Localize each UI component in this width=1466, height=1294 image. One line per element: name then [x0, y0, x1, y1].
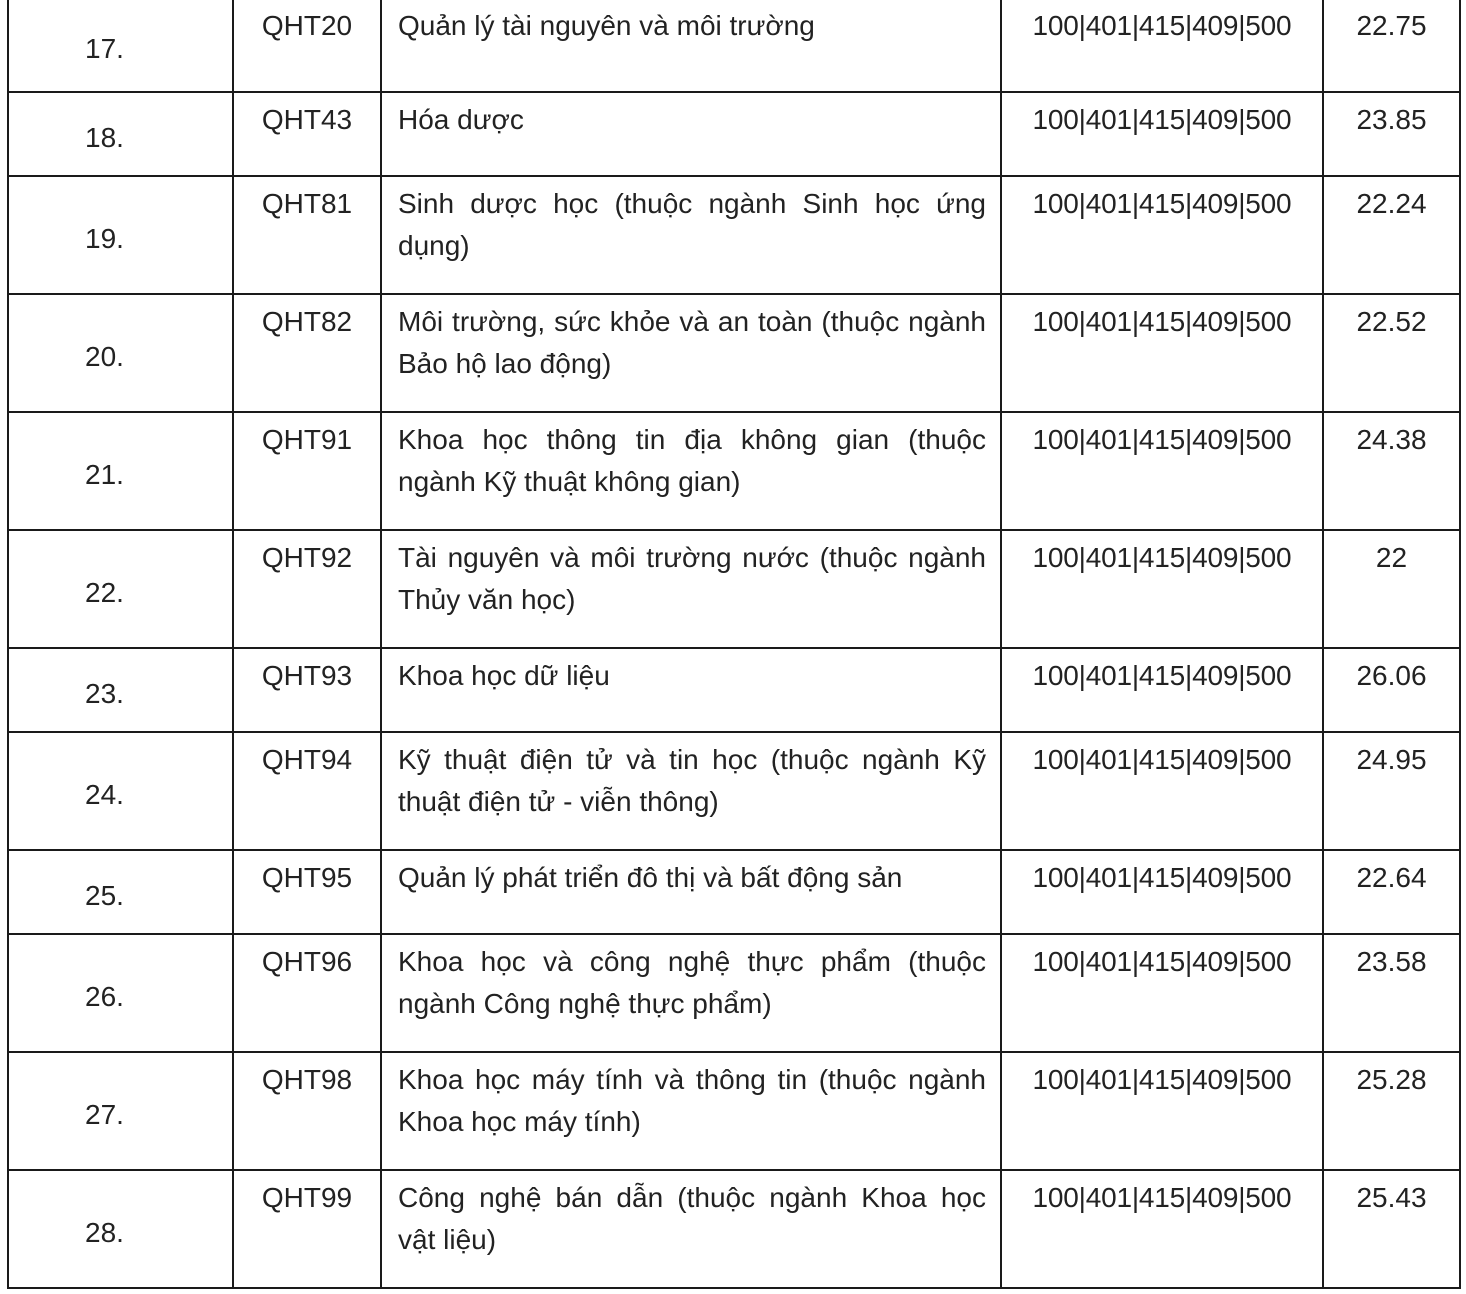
program-name: Công nghệ bán dẫn (thuộc ngành Khoa học vật liệu) [381, 1170, 1001, 1288]
subject-combinations: 100|401|415|409|500 [1001, 92, 1323, 176]
subject-combinations: 100|401|415|409|500 [1001, 850, 1323, 934]
program-name: Khoa học và công nghệ thực phẩm (thuộc ngành Công nghệ thực phẩm) [381, 934, 1001, 1052]
cutoff-score: 22.64 [1323, 850, 1460, 934]
row-number: 17. [8, 0, 233, 92]
cutoff-score: 22 [1323, 530, 1460, 648]
table-row [8, 934, 1460, 1052]
subject-combinations: 100|401|415|409|500 [1001, 732, 1323, 850]
cutoff-score: 22.24 [1323, 176, 1460, 294]
program-code: QHT94 [233, 732, 381, 850]
program-name: Khoa học dữ liệu [381, 648, 1001, 732]
table-row [8, 412, 1460, 530]
row-number: 27. [8, 1052, 233, 1170]
program-name: Môi trường, sức khỏe và an toàn (thuộc ngành Bảo hộ lao động) [381, 294, 1001, 412]
subject-combinations: 100|401|415|409|500 [1001, 1052, 1323, 1170]
row-number: 24. [8, 732, 233, 850]
table-row [8, 0, 1460, 92]
row-number: 28. [8, 1170, 233, 1288]
program-code: QHT98 [233, 1052, 381, 1170]
program-code: QHT20 [233, 0, 381, 92]
program-code: QHT82 [233, 294, 381, 412]
program-name: Tài nguyên và môi trường nước (thuộc ngành Thủy văn học) [381, 530, 1001, 648]
table-row [8, 294, 1460, 412]
row-number: 26. [8, 934, 233, 1052]
table-row [8, 176, 1460, 294]
cutoff-score: 23.85 [1323, 92, 1460, 176]
subject-combinations: 100|401|415|409|500 [1001, 176, 1323, 294]
table-row [8, 530, 1460, 648]
program-code: QHT81 [233, 176, 381, 294]
cutoff-score: 22.52 [1323, 294, 1460, 412]
program-name: Quản lý phát triển đô thị và bất động sản [381, 850, 1001, 934]
program-name: Kỹ thuật điện tử và tin học (thuộc ngành Kỹ thuật điện tử - viễn thông) [381, 732, 1001, 850]
row-number: 19. [8, 176, 233, 294]
program-code: QHT92 [233, 530, 381, 648]
program-code: QHT96 [233, 934, 381, 1052]
cutoff-score: 25.43 [1323, 1170, 1460, 1288]
subject-combinations: 100|401|415|409|500 [1001, 294, 1323, 412]
program-code: QHT99 [233, 1170, 381, 1288]
subject-combinations: 100|401|415|409|500 [1001, 530, 1323, 648]
program-name: Hóa dược [381, 92, 1001, 176]
subject-combinations: 100|401|415|409|500 [1001, 412, 1323, 530]
subject-combinations: 100|401|415|409|500 [1001, 0, 1323, 92]
row-number: 25. [8, 850, 233, 934]
table-row [8, 850, 1460, 934]
cutoff-score: 26.06 [1323, 648, 1460, 732]
table-row [8, 1052, 1460, 1170]
program-code: QHT93 [233, 648, 381, 732]
subject-combinations: 100|401|415|409|500 [1001, 1170, 1323, 1288]
table-row [8, 92, 1460, 176]
row-number: 23. [8, 648, 233, 732]
table-row [8, 732, 1460, 850]
row-number: 21. [8, 412, 233, 530]
admission-score-table [7, 0, 1461, 1289]
program-name: Khoa học thông tin địa không gian (thuộc ngành Kỹ thuật không gian) [381, 412, 1001, 530]
program-code: QHT43 [233, 92, 381, 176]
program-name: Quản lý tài nguyên và môi trường [381, 0, 1001, 92]
row-number: 22. [8, 530, 233, 648]
row-number: 20. [8, 294, 233, 412]
program-code: QHT95 [233, 850, 381, 934]
table-row [8, 1170, 1460, 1288]
cutoff-score: 24.38 [1323, 412, 1460, 530]
program-name: Sinh dược học (thuộc ngành Sinh học ứng dụng) [381, 176, 1001, 294]
cutoff-score: 25.28 [1323, 1052, 1460, 1170]
cutoff-score: 23.58 [1323, 934, 1460, 1052]
subject-combinations: 100|401|415|409|500 [1001, 934, 1323, 1052]
cutoff-score: 24.95 [1323, 732, 1460, 850]
cutoff-score: 22.75 [1323, 0, 1460, 92]
row-number: 18. [8, 92, 233, 176]
program-code: QHT91 [233, 412, 381, 530]
table-row [8, 648, 1460, 732]
program-name: Khoa học máy tính và thông tin (thuộc ngành Khoa học máy tính) [381, 1052, 1001, 1170]
subject-combinations: 100|401|415|409|500 [1001, 648, 1323, 732]
